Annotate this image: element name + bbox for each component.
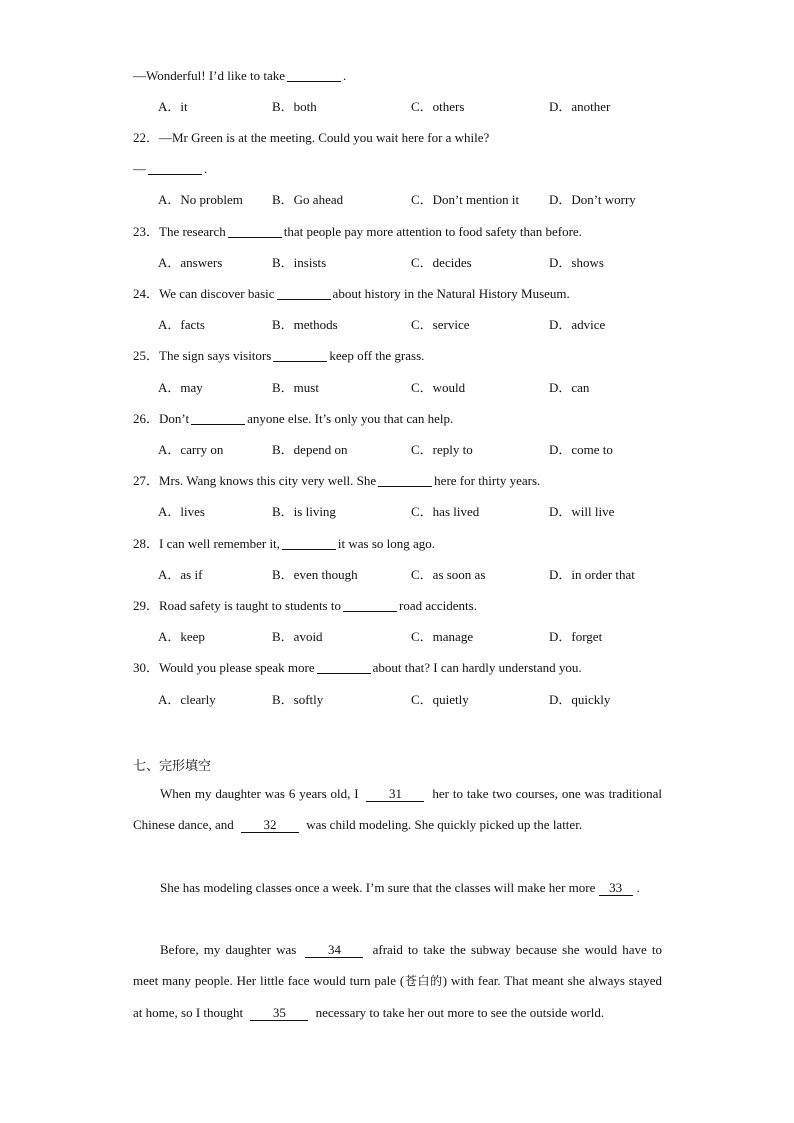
q27-stem: 27．Mrs. Wang knows this city very well. She here for thirty years. (133, 473, 541, 488)
option-c[interactable]: C．service (411, 317, 470, 332)
answer-blank[interactable] (277, 286, 331, 300)
option-b[interactable]: B．depend on (272, 442, 348, 457)
q23-stem: 23．The research that people pay more attention to food safety than before. (133, 224, 582, 239)
option-a[interactable]: A．it (158, 99, 188, 114)
option-d[interactable]: D．will live (549, 504, 615, 519)
option-a[interactable]: A．keep (158, 629, 205, 644)
q29-options (0, 628, 794, 646)
cloze-blank-35[interactable]: 35 (250, 1006, 308, 1021)
option-c[interactable]: C．quietly (411, 692, 469, 707)
option-c[interactable]: C．reply to (411, 442, 473, 457)
q28-options (0, 566, 794, 584)
cloze-blank-32[interactable]: 32 (241, 818, 299, 833)
q21-answer-line: —Wonderful! I’d like to take . (133, 68, 347, 83)
option-d[interactable]: D．another (549, 99, 611, 114)
option-a[interactable]: A．answers (158, 255, 223, 270)
option-b[interactable]: B．insists (272, 255, 327, 270)
option-b[interactable]: B．softly (272, 692, 324, 707)
passage-paragraph-3: Before, my daughter was 34 afraid to take the subway because she would have to meet many people. Her little face would turn pale (苍白的) with fear. That meant she always stayed at home, so I thought 35 necessary to take her out more to see the outside world. (133, 942, 663, 1020)
option-a[interactable]: A．No problem (158, 192, 243, 207)
q28-stem: 28．I can well remember it, it was so long ago. (133, 536, 436, 551)
option-b[interactable]: B．both (272, 99, 317, 114)
option-b[interactable]: B．Go ahead (272, 192, 344, 207)
answer-blank[interactable] (287, 68, 341, 82)
option-b[interactable]: B．must (272, 380, 319, 395)
q22-options (0, 191, 794, 209)
option-d[interactable]: D．shows (549, 255, 604, 270)
chinese-gloss: 苍白的 (404, 974, 443, 988)
cloze-blank-34[interactable]: 34 (305, 943, 363, 958)
answer-blank[interactable] (273, 348, 327, 362)
option-d[interactable]: D．in order that (549, 567, 635, 582)
q25-options (0, 379, 794, 397)
option-c[interactable]: C．decides (411, 255, 472, 270)
passage-paragraph-1: When my daughter was 6 years old, I 31 her to take two courses, one was traditional Chinese dance, and 32 was child modeling. She quickly picked up the latter. (133, 786, 662, 832)
q30-stem: 30．Would you please speak more about that? I can hardly understand you. (133, 660, 582, 675)
cloze-blank-33[interactable]: 33 (599, 881, 633, 896)
answer-blank[interactable] (228, 224, 282, 238)
answer-blank[interactable] (343, 598, 397, 612)
option-c[interactable]: C．as soon as (411, 567, 486, 582)
option-c[interactable]: C．would (411, 380, 466, 395)
q22-stem: 22．—Mr Green is at the meeting. Could you wait here for a while? (133, 130, 490, 145)
option-c[interactable]: C．others (411, 99, 465, 114)
q24-options (0, 316, 794, 334)
option-a[interactable]: A．facts (158, 317, 205, 332)
answer-blank[interactable] (378, 473, 432, 487)
option-c[interactable]: C．has lived (411, 504, 480, 519)
option-d[interactable]: D．quickly (549, 692, 611, 707)
option-a[interactable]: A．may (158, 380, 203, 395)
q26-stem: 26．Don’t anyone else. It’s only you that can help. (133, 411, 454, 426)
option-a[interactable]: A．clearly (158, 692, 216, 707)
option-a[interactable]: A．as if (158, 567, 203, 582)
option-a[interactable]: A．lives (158, 504, 205, 519)
option-a[interactable]: A．carry on (158, 442, 224, 457)
option-b[interactable]: B．methods (272, 317, 338, 332)
option-c[interactable]: C．manage (411, 629, 474, 644)
q29-stem: 29．Road safety is taught to students to road accidents. (133, 598, 477, 613)
q30-options (0, 691, 794, 709)
q21-options (0, 98, 794, 116)
option-c[interactable]: C．Don’t mention it (411, 192, 520, 207)
answer-blank[interactable] (282, 536, 336, 550)
q26-options (0, 441, 794, 459)
option-d[interactable]: D．can (549, 380, 590, 395)
answer-blank[interactable] (191, 411, 245, 425)
option-d[interactable]: D．Don’t worry (549, 192, 636, 207)
option-d[interactable]: D．advice (549, 317, 606, 332)
option-d[interactable]: D．forget (549, 629, 603, 644)
option-b[interactable]: B．is living (272, 504, 336, 519)
option-d[interactable]: D．come to (549, 442, 613, 457)
q24-stem: 24．We can discover basic about history in the Natural History Museum. (133, 286, 570, 301)
option-b[interactable]: B．even though (272, 567, 358, 582)
option-b[interactable]: B．avoid (272, 629, 323, 644)
q22-answer-line: — . (133, 161, 208, 176)
answer-blank[interactable] (317, 660, 371, 674)
passage-paragraph-2: She has modeling classes once a week. I’m sure that the classes will make her more 33 . (160, 880, 640, 895)
q23-options (0, 254, 794, 272)
answer-blank[interactable] (148, 161, 202, 175)
q25-stem: 25．The sign says visitors keep off the grass. (133, 348, 425, 363)
cloze-blank-31[interactable]: 31 (366, 787, 424, 802)
section-heading: 七、完形填空 (133, 759, 212, 774)
q27-options (0, 503, 794, 521)
